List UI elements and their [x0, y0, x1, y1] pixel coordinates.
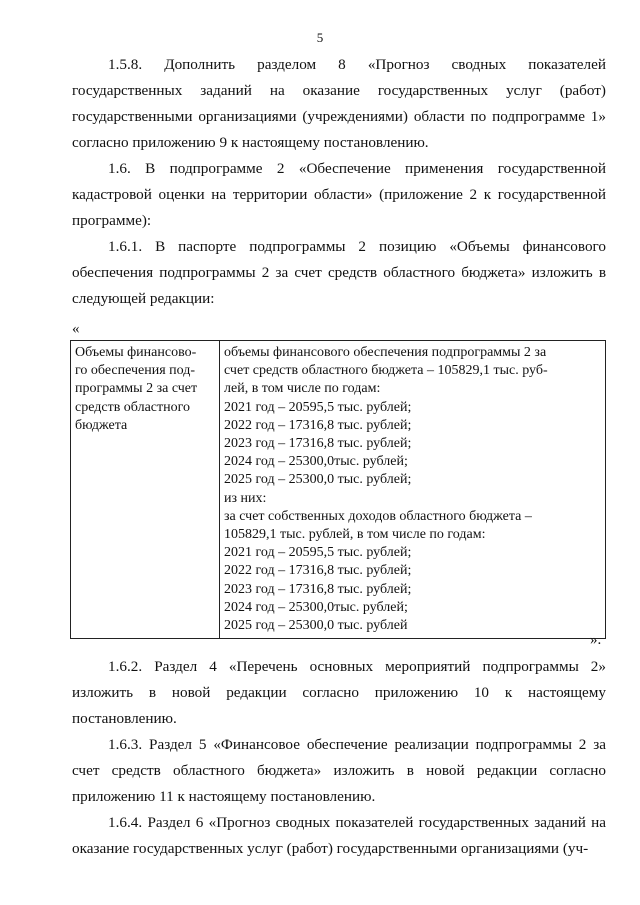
- right-line: лей, в том числе по годам:: [224, 381, 381, 397]
- left-line: Объемы финансово-: [75, 345, 197, 360]
- right-line: 2024 год – 25300,0тыс. рублей;: [224, 599, 408, 615]
- left-line: программы 2 за счет: [75, 381, 198, 397]
- paragraph-1-6-2: 1.6.2. Раздел 4 «Перечень основных мероприятий подпрограммы 2» изложить в новой редакции согласно приложению 10 к настоящему постановлению.: [72, 658, 606, 727]
- right-line: 2023 год – 17316,8 тыс. рублей;: [224, 436, 412, 452]
- right-line: 2022 год – 17316,8 тыс. рублей;: [224, 563, 412, 579]
- top-paragraphs: [72, 52, 606, 312]
- passport-row: [71, 341, 606, 639]
- left-line: го обеспечения под-: [75, 363, 196, 379]
- left-line: средств областного: [75, 399, 191, 415]
- paragraph-1-6-4: 1.6.4. Раздел 6 «Прогноз сводных показателей государственных заданий на оказание государственных услуг (работ) государственными организациями (уч-: [72, 814, 606, 857]
- left-line: бюджета: [75, 417, 128, 433]
- right-line: объемы финансового обеспечения подпрограммы 2 за: [224, 345, 547, 360]
- right-line: счет средств областного бюджета – 105829,1 тыс. руб-: [224, 363, 548, 379]
- right-line: 2021 год – 20595,5 тыс. рублей;: [224, 545, 412, 561]
- right-line: 2021 год – 20595,5 тыс. рублей;: [224, 399, 412, 415]
- right-line: 2024 год – 25300,0тыс. рублей;: [224, 454, 408, 470]
- right-line: 2025 год – 25300,0 тыс. рублей: [224, 618, 408, 634]
- page-number: 5: [316, 30, 324, 45]
- right-line: за счет собственных доходов областного бюджета –: [224, 508, 532, 524]
- right-line: из них:: [224, 490, 267, 506]
- opening-quote: «: [72, 321, 80, 337]
- passport-position-cell: [71, 341, 220, 639]
- paragraph-1-6: 1.6. В подпрограмме 2 «Обеспечение применения государственной кадастровой оценки на территории области» (приложение 2 к государственной программе):: [72, 160, 606, 229]
- paragraph-1-6-1: 1.6.1. В паспорте подпрограммы 2 позицию «Объемы финансового обеспечения подпрограммы 2 за счет средств областного бюджета» изложить в следующей редакции:: [72, 238, 606, 307]
- right-line: 2022 год – 17316,8 тыс. рублей;: [224, 417, 412, 433]
- right-line: 2023 год – 17316,8 тыс. рублей;: [224, 581, 412, 597]
- paragraph-1-5-8: 1.5.8. Дополнить разделом 8 «Прогноз сводных показателей государственных заданий на оказание государственных услуг (работ) государственными организациями (учреждениями) области по подпрограмме 1» согласно приложению 9 к настоящему постановлению.: [72, 56, 606, 151]
- closing-quote: ».: [590, 632, 602, 648]
- right-line: 105829,1 тыс. рублей, в том числе по годам:: [224, 527, 486, 543]
- paragraph-1-6-3: 1.6.3. Раздел 5 «Финансовое обеспечение реализации подпрограммы 2 за счет средств областного бюджета» изложить в новой редакции согласно приложению 11 к настоящему постановлению.: [72, 736, 606, 805]
- passport-table: [70, 340, 606, 639]
- passport-value-cell: [220, 341, 606, 639]
- right-line: 2025 год – 25300,0 тыс. рублей;: [224, 472, 412, 488]
- bottom-paragraphs: [72, 654, 606, 862]
